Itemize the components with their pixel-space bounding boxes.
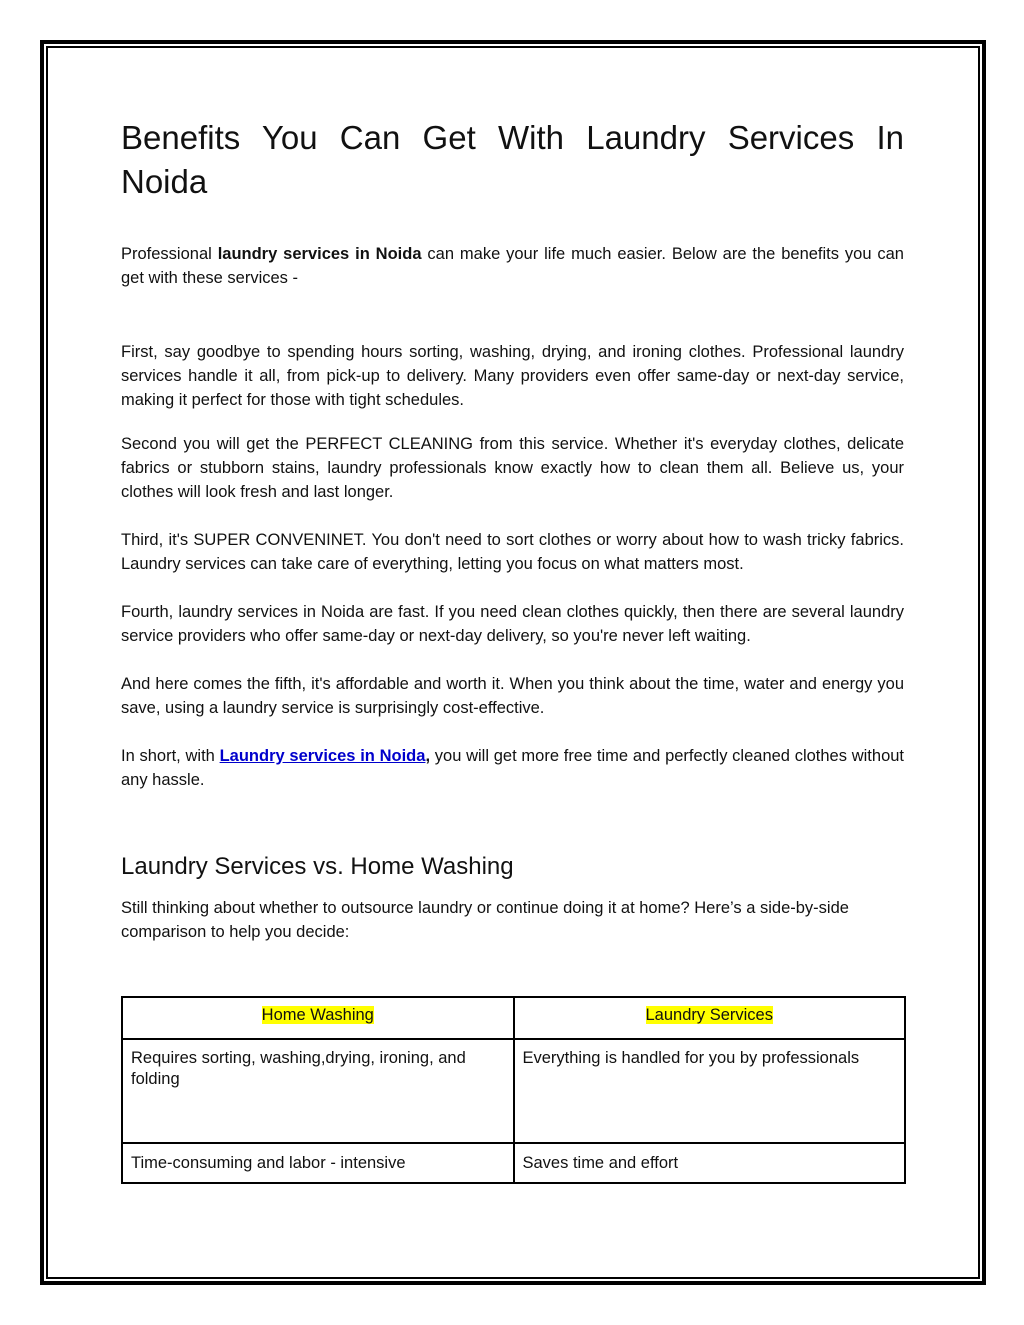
table-header-home-washing — [122, 997, 514, 1039]
table-cell: Requires sorting, washing,drying, ironing, and folding — [122, 1039, 514, 1143]
header-label-home-washing: Home Washing — [261, 1006, 374, 1024]
paragraph-fourth-benefit: Fourth, laundry services in Noida are fast. If you need clean clothes quickly, then there are several laundry service providers who offer same-day or next-day delivery, so you're never left waiting. — [121, 603, 904, 645]
header-label-laundry-services: Laundry Services — [645, 1006, 773, 1024]
document-body — [121, 116, 904, 1184]
page-title: Benefits You Can Get With Laundry Services In Noida — [121, 119, 904, 200]
summary-text-post: you will get more free time and perfectly cleaned clothes without any hassle. — [121, 747, 904, 789]
comparison-table — [121, 996, 906, 1184]
summary-comma: , — [425, 747, 431, 765]
table-header-laundry-services — [514, 997, 906, 1039]
paragraph-third-benefit: Third, it's SUPER CONVENINET. You don't need to sort clothes or worry about how to wash tricky fabrics. Laundry services can take care of everything, letting you focus on what matters most. — [121, 531, 904, 573]
intro-text-post: can make your life much easier. Below are the benefits you can get with these services - — [121, 245, 904, 287]
paragraph-first-benefit: First, say goodbye to spending hours sorting, washing, drying, and ironing clothes. Professional laundry services handle it all, from pick-up to delivery. Many providers even offer same-day or next-day service, making it perfect for those with tight schedules. — [121, 343, 904, 409]
intro-paragraph — [121, 242, 904, 290]
table-row — [122, 1143, 905, 1183]
laundry-services-link[interactable]: Laundry services in Noida — [219, 747, 426, 765]
summary-paragraph — [121, 744, 904, 792]
table-cell: Everything is handled for you by professionals — [514, 1039, 906, 1143]
table-cell: Time-consuming and labor - intensive — [122, 1143, 514, 1183]
table-header-row — [122, 997, 905, 1039]
paragraph-fifth-benefit: And here comes the fifth, it's affordable and worth it. When you think about the time, water and energy you save, using a laundry service is surprisingly cost-effective. — [121, 675, 904, 717]
comparison-heading: Laundry Services vs. Home Washing — [121, 853, 514, 880]
intro-bold-keyword: laundry services in Noida — [217, 245, 422, 263]
paragraph-second-benefit: Second you will get the PERFECT CLEANING from this service. Whether it's everyday clothes, delicate fabrics or stubborn stains, laundry professionals know exactly how to clean them all. Believe us, your clothes will look fresh and last longer. — [121, 435, 904, 501]
summary-text-pre: In short, with — [121, 747, 220, 765]
comparison-intro: Still thinking about whether to outsource laundry or continue doing it at home? Here’s a side-by-side comparison to help you decide: — [121, 899, 849, 941]
table-cell: Saves time and effort — [514, 1143, 906, 1183]
table-row — [122, 1039, 905, 1143]
intro-text-pre: Professional — [121, 245, 218, 263]
